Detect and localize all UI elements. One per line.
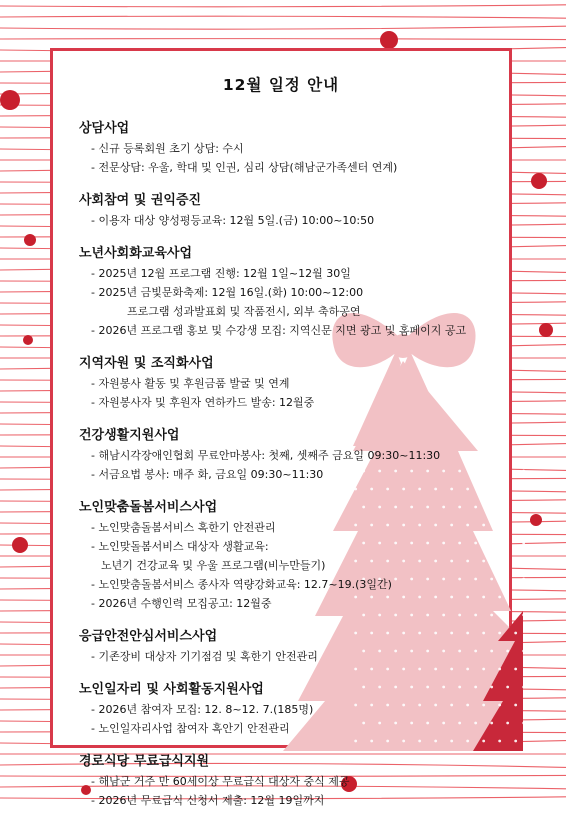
section-title: 상담사업	[79, 121, 130, 136]
tree-dot	[514, 668, 517, 671]
tree-dot	[514, 596, 517, 599]
schedule-line: - 신규 등록회원 초기 상담: 수시	[91, 142, 244, 155]
page-title: 12월 일정 안내	[222, 76, 340, 94]
tree-dot	[506, 542, 509, 545]
section-title: 지역자원 및 조직화사업	[79, 356, 214, 371]
section-title: 사회참여 및 권익증진	[79, 193, 202, 208]
schedule-section	[79, 117, 499, 177]
schedule-line: - 2026년 무료급식 신청서 제출: 12월 19일까지	[91, 794, 325, 807]
stripe-line	[0, 5, 566, 7]
schedule-section	[79, 189, 499, 230]
schedule-section	[79, 496, 499, 613]
schedule-line: - 2026년 수행인력 모집공고: 12월중	[91, 597, 272, 610]
schedule-line: - 2025년 12월 프로그램 진행: 12월 1일~12월 30일	[91, 267, 351, 280]
tree-dot	[522, 578, 525, 581]
tree-dot	[506, 470, 509, 473]
stripe-line	[0, 26, 566, 29]
tree-dot	[522, 506, 525, 509]
tree-dot	[506, 650, 509, 653]
schedule-section	[79, 750, 499, 810]
decor-dot	[23, 335, 33, 345]
tree-dot	[506, 686, 509, 689]
section-list	[79, 117, 499, 810]
schedule-line: - 이용자 대상 양성평등교육: 12월 5일.(금) 10:00~10:50	[91, 214, 375, 227]
decor-dot	[380, 31, 398, 49]
tree-dot	[506, 506, 509, 509]
tree-dot	[522, 686, 525, 689]
schedule-line: - 해남시각장애인협회 무료안마봉사: 첫째, 셋째주 금요일 09:30~11:30	[91, 449, 441, 462]
stripe-line	[0, 16, 566, 18]
tree-dot	[522, 470, 525, 473]
section-title: 응급안전안심서비스사업	[79, 629, 218, 644]
schedule-line: - 기존장비 대상자 기기점검 및 혹한기 안전관리	[91, 650, 318, 663]
schedule-line: - 2026년 참여자 모집: 12. 8~12. 7.(185명)	[91, 703, 314, 716]
schedule-content	[79, 65, 499, 822]
decor-dot	[530, 514, 542, 526]
schedule-line: - 노인일자리사업 참여자 혹안기 안전관리	[91, 722, 290, 735]
section-title: 건강생활지원사업	[79, 428, 180, 443]
decor-dot	[24, 234, 36, 246]
schedule-line: - 2025년 금빛문화축제: 12월 16일.(화) 10:00~12:00	[91, 286, 364, 299]
section-title: 노년사회화교육사업	[79, 246, 193, 261]
schedule-section	[79, 242, 499, 340]
tree-dot	[514, 524, 517, 527]
schedule-line: - 노인맞춤돌봄서비스 혹한기 안전관리	[91, 521, 276, 534]
stripe-line	[0, 39, 566, 40]
schedule-section	[79, 352, 499, 412]
schedule-line: - 전문상담: 우울, 학대 및 인권, 심리 상담(해남군가족센터 연계)	[91, 161, 398, 174]
tree-dot	[514, 488, 517, 491]
tree-dot	[514, 740, 517, 743]
tree-dot	[506, 614, 509, 617]
schedule-line: 노년기 건강교육 및 우울 프로그램(비누만들기)	[101, 559, 326, 572]
schedule-section	[79, 424, 499, 484]
tree-dot	[522, 722, 525, 725]
decor-dot	[539, 323, 553, 337]
schedule-section	[79, 625, 499, 666]
tree-dot	[522, 614, 525, 617]
decor-dot	[0, 90, 20, 110]
schedule-line: 프로그램 성과발표회 및 작품전시, 외부 축하공연	[127, 305, 361, 318]
decor-dot	[12, 537, 28, 553]
schedule-line: - 자원봉사 활동 및 후원금품 발굴 및 연계	[91, 377, 290, 390]
tree-dot	[522, 650, 525, 653]
tree-dot	[514, 560, 517, 563]
tree-dot	[506, 578, 509, 581]
schedule-line: - 노인맞돌봄서비스 대상자 생활교육:	[91, 540, 269, 553]
section-title: 노인일자리 및 사회활동지원사업	[79, 682, 264, 697]
schedule-line: - 노인맞춤돌봄서비스 종사자 역량강화교육: 12.7~19.(3일간)	[91, 578, 392, 591]
tree-dot	[514, 632, 517, 635]
schedule-line: - 2026년 프로그램 홍보 및 수강생 모집: 지역신문 지면 광고 및 홈페이지 공고	[91, 324, 467, 337]
notice-frame	[50, 48, 512, 807]
schedule-section	[79, 678, 499, 738]
schedule-line: - 해남군 거주 만 60세이상 무료급식 대상자 중식 제공	[91, 775, 350, 788]
section-title: 경로식당 무료급식지원	[79, 754, 210, 769]
tree-dot	[514, 704, 517, 707]
tree-dot	[506, 722, 509, 725]
tree-dot	[522, 542, 525, 545]
schedule-line: - 서금요법 봉사: 매주 화, 금요일 09:30~11:30	[91, 468, 324, 481]
decor-dot	[531, 173, 547, 189]
section-title: 노인맞춤돌봄서비스사업	[79, 500, 218, 515]
schedule-line: - 자원봉사자 및 후원자 연하카드 발송: 12월중	[91, 396, 315, 409]
